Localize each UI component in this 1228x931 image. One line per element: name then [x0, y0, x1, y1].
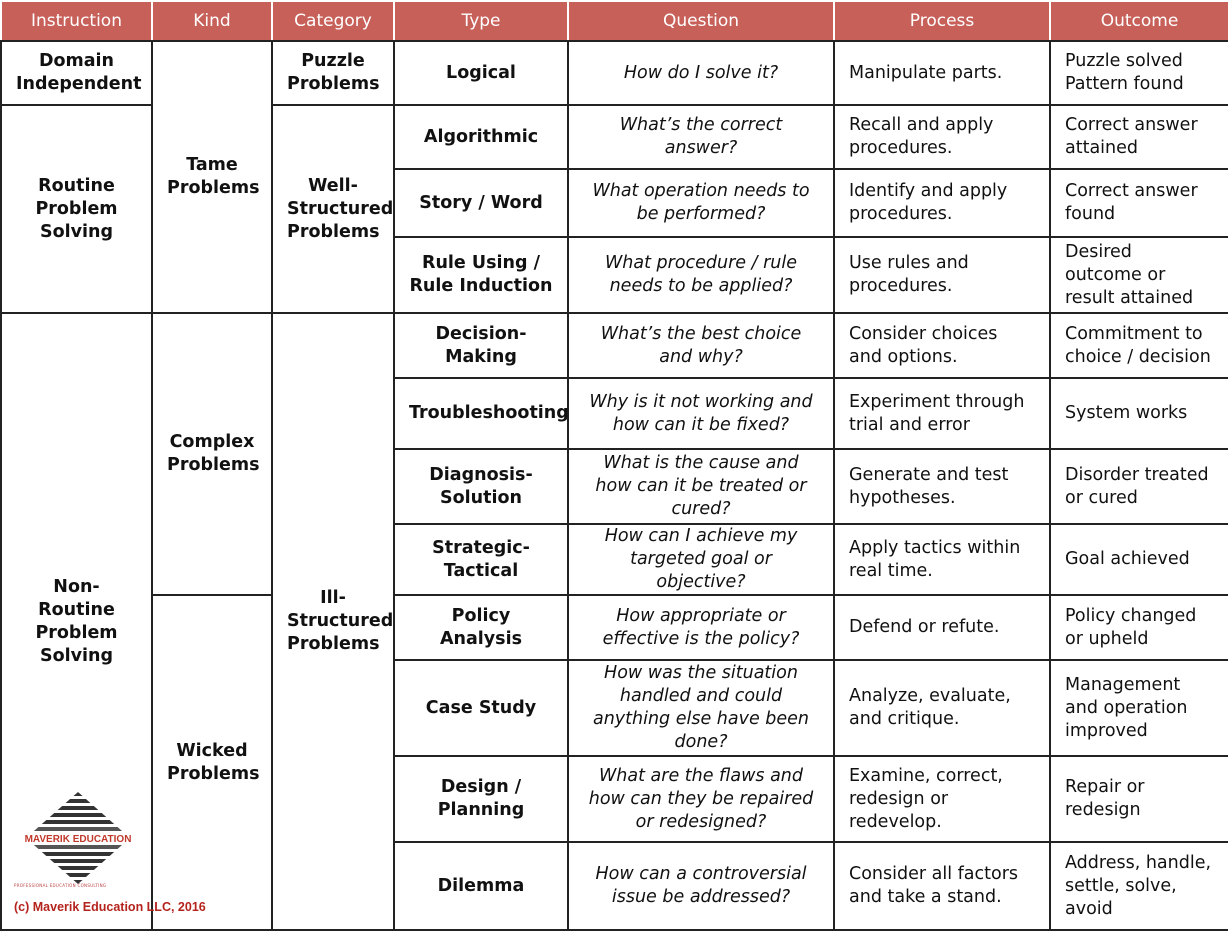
type-cell: Design / Planning [394, 756, 568, 842]
header-process: Process [834, 1, 1050, 41]
process-cell: Examine, correct, redesign or redevelop. [834, 756, 1050, 842]
type-cell: Algorithmic [394, 105, 568, 169]
process-cell: Identify and apply procedures. [834, 169, 1050, 237]
process-cell: Consider choices and options. [834, 313, 1050, 378]
process-cell: Recall and apply procedures. [834, 105, 1050, 169]
outcome-cell: Disorder treated or cured [1050, 449, 1228, 524]
header-row [1, 1, 1228, 41]
header-outcome: Outcome [1050, 1, 1228, 41]
outcome-cell: Repair or redesign [1050, 756, 1228, 842]
question-cell: How can a controversial issue be addressed? [568, 842, 834, 930]
outcome-cell: Puzzle solved Pattern found [1050, 41, 1228, 105]
question-cell: How was the situation handled and could anything else have been done? [568, 660, 834, 756]
kind-wicked: Wicked Problems [152, 595, 272, 930]
question-cell: Why is it not working and how can it be fixed? [568, 378, 834, 449]
outcome-cell: System works [1050, 378, 1228, 449]
header-kind: Kind [152, 1, 272, 41]
maverik-education-logo [24, 790, 132, 886]
instruction-non-routine: Non-Routine Problem Solving [1, 313, 152, 930]
header-type: Type [394, 1, 568, 41]
outcome-cell: Address, handle, settle, solve, avoid [1050, 842, 1228, 930]
outcome-cell: Desired outcome or result attained [1050, 237, 1228, 313]
question-cell: How appropriate or effective is the policy? [568, 595, 834, 660]
question-cell: What procedure / rule needs to be applied? [568, 237, 834, 313]
type-cell: Strategic-Tactical [394, 524, 568, 595]
process-cell: Apply tactics within real time. [834, 524, 1050, 595]
question-cell: What are the flaws and how can they be repaired or redesigned? [568, 756, 834, 842]
instruction-domain-independent: Domain Independent [1, 41, 152, 105]
process-cell: Experiment through trial and error [834, 378, 1050, 449]
type-cell: Diagnosis-Solution [394, 449, 568, 524]
type-cell: Troubleshooting [394, 378, 568, 449]
instruction-routine: Routine Problem Solving [1, 105, 152, 313]
type-cell: Decision-Making [394, 313, 568, 378]
question-cell: What’s the correct answer? [568, 105, 834, 169]
process-cell: Generate and test hypotheses. [834, 449, 1050, 524]
outcome-cell: Correct answer attained [1050, 105, 1228, 169]
kind-complex: Complex Problems [152, 313, 272, 595]
type-cell: Rule Using / Rule Induction [394, 237, 568, 313]
process-cell: Consider all factors and take a stand. [834, 842, 1050, 930]
outcome-cell: Management and operation improved [1050, 660, 1228, 756]
table-row [1, 313, 1228, 378]
copyright-text: (c) Maverik Education LLC, 2016 [14, 900, 206, 914]
type-cell: Story / Word [394, 169, 568, 237]
outcome-cell: Commitment to choice / decision [1050, 313, 1228, 378]
outcome-cell: Policy changed or upheld [1050, 595, 1228, 660]
logo-text: MAVERIK EDUCATION [24, 834, 132, 845]
table-row [1, 41, 1228, 105]
question-cell: What operation needs to be performed? [568, 169, 834, 237]
process-cell: Analyze, evaluate, and critique. [834, 660, 1050, 756]
kind-tame: Tame Problems [152, 41, 272, 313]
category-puzzle: Puzzle Problems [272, 41, 394, 105]
outcome-cell: Goal achieved [1050, 524, 1228, 595]
process-cell: Manipulate parts. [834, 41, 1050, 105]
type-cell: Policy Analysis [394, 595, 568, 660]
header-category: Category [272, 1, 394, 41]
category-ill-structured: Ill-Structured Problems [272, 313, 394, 930]
type-cell: Dilemma [394, 842, 568, 930]
question-cell: What’s the best choice and why? [568, 313, 834, 378]
question-cell: How can I achieve my targeted goal or objective? [568, 524, 834, 595]
outcome-cell: Correct answer found [1050, 169, 1228, 237]
type-cell: Case Study [394, 660, 568, 756]
question-cell: How do I solve it? [568, 41, 834, 105]
header-instruction: Instruction [1, 1, 152, 41]
category-well-structured: Well-Structured Problems [272, 105, 394, 313]
question-cell: What is the cause and how can it be treated or cured? [568, 449, 834, 524]
table-row [1, 595, 1228, 660]
process-cell: Use rules and procedures. [834, 237, 1050, 313]
logo-subtext: PROFESSIONAL EDUCATION CONSULTING [14, 883, 107, 888]
type-cell: Logical [394, 41, 568, 105]
header-question: Question [568, 1, 834, 41]
process-cell: Defend or refute. [834, 595, 1050, 660]
